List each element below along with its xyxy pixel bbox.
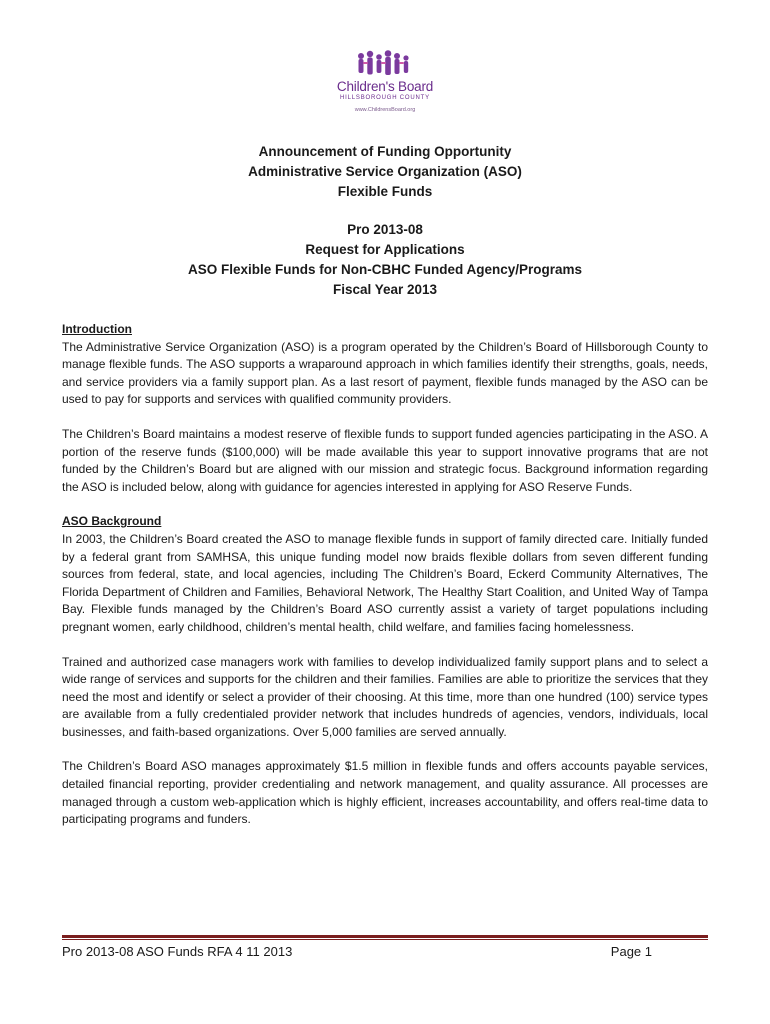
title-line-7: Fiscal Year 2013 [332,282,438,297]
aso-background-heading: ASO Background [62,514,162,529]
logo-county: HILLSBOROUGH COUNTY [340,95,430,101]
title-line-1: Announcement of Funding Opportunity [258,144,512,159]
footer-rule-thin [62,939,708,940]
childrens-board-logo [330,50,440,122]
introduction-paragraph-1: The Administrative Service Organization (ASO) is a program operated by the Children’s Board of Hillsborough County to manage flexible funds. The ASO supports a wraparound approach in which families identify their strengths, goals, needs, and service providers via a family support plan. As a last resort of payment, flexible funds managed by the ASO can be used to pay for supports and services with qualified community providers. [62,339,708,407]
footer-page-number: Page 1 [610,944,652,959]
document-body [62,321,708,829]
introduction-heading: Introduction [62,322,132,336]
children-figures-icon [355,50,415,80]
aso-background-paragraph-2: Trained and authorized case managers work with families to develop individualized family support plans and to select a wide range of services and supports for the children and their families. Families are able to prioritize the services that they need the most and identify or select a provider of their choosing. At this time, more than one hundred (100) service types are available from a fully credentialed provider network that includes hundreds of agencies, vendors, individuals, local businesses, and faith-based organizations. Over 5,000 families are served annually. [62,654,708,739]
title-line-6: ASO Flexible Funds for Non-CBHC Funded Agency/Programs [187,262,583,277]
logo-title: Children's Board [336,79,434,94]
logo-url: www.ChildrensBoard.org [354,107,416,113]
footer-document-id: Pro 2013-08 ASO Funds RFA 4 11 2013 [62,944,293,959]
document-title-block [62,142,708,300]
footer-rule-thick [62,935,708,938]
aso-background-paragraph-1: In 2003, the Children’s Board created the ASO to manage flexible funds in support of family directed care. Initially funded by a federal grant from SAMHSA, this unique funding model now braids flexible dollars from seven different funding sources from federal, state, and local agencies, including The Children’s Board, Eckerd Community Alternatives, The Florida Department of Children and Families, Behavioral Network, The Healthy Start Coalition, and United Way of Tampa Bay. Flexible funds managed by the Children’s Board ASO currently assist a variety of target populations including pregnant women, early childhood, children’s mental health, child welfare, and families facing homelessness. [62,531,708,634]
title-line-5: Request for Applications [305,242,465,257]
title-line-3: Flexible Funds [337,184,433,199]
aso-background-paragraph-3: The Children’s Board ASO manages approximately $1.5 million in flexible funds and offers accounts payable services, detailed financial reporting, provider credentialing and network management, and quality assurance. All processes are managed through a custom web-application which is highly efficient, increases accountability, and offers real-time data to participating programs and funders. [62,759,708,827]
introduction-paragraph-2: The Children’s Board maintains a modest reserve of flexible funds to support funded agencies participating in the ASO. A portion of the reserve funds ($100,000) will be made available this year to support innovative programs that are not funded by the Children’s Board but are aligned with our mission and strategic focus. Background information regarding the ASO is included below, along with guidance for agencies interested in applying for ASO Reserve Funds. [62,426,708,494]
title-line-4: Pro 2013-08 [347,222,423,237]
title-line-2: Administrative Service Organization (ASO) [248,164,522,179]
